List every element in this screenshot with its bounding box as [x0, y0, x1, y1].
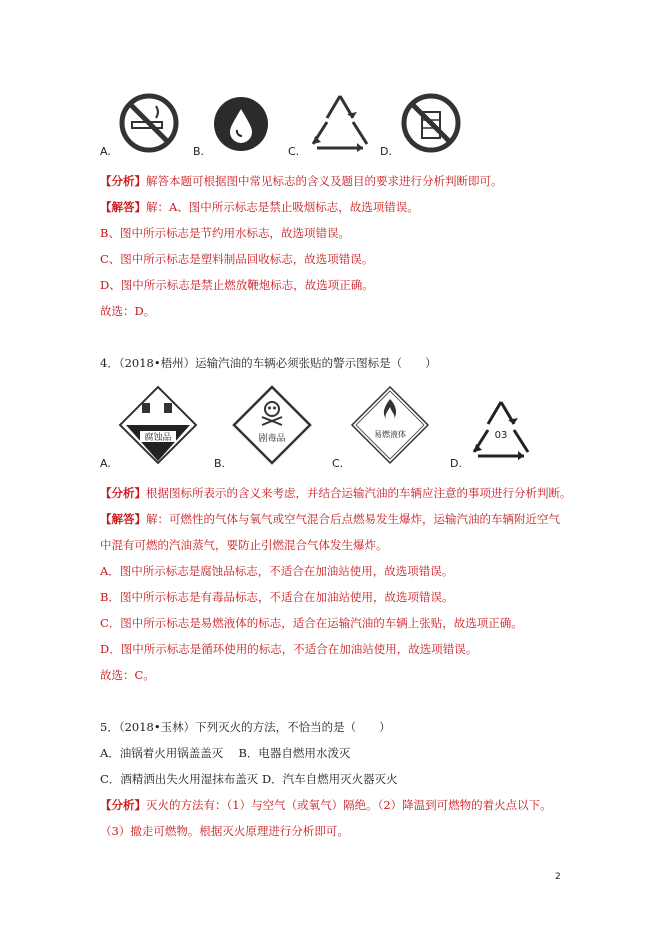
corrosive-sign-icon [118, 385, 198, 465]
q4-answer: 【解答】解：可燃性的气体与氧气或空气混合后点燃易发生爆炸，运输汽油的车辆附近空气 [100, 512, 560, 526]
page-number: 2 [555, 872, 561, 882]
q4-answer-c: C．图中所示标志是易燃液体的标志，适合在运输汽油的车辆上张贴，故选项正确。 [100, 616, 523, 630]
q3-answer-c: C、图中所示标志是塑料制品回收标志，故选项错误。 [100, 252, 374, 266]
recycle-icon [307, 92, 373, 152]
q4-option-c-label: C. [332, 457, 344, 470]
q3-option-a-label: A. [100, 145, 111, 158]
q3-option-c-label: C. [288, 145, 300, 158]
toxic-sign-icon [232, 385, 312, 465]
q4-option-b-label: B. [214, 457, 226, 470]
q3-choice: 故选：D。 [100, 304, 156, 318]
q4-option-d-label: D. [450, 457, 462, 470]
q4-answer-d: D．图中所示标志是循环使用的标志，不适合在加油站使用，故选项错误。 [100, 642, 478, 656]
q3-answer-b: B、图中所示标志是节约用水标志，故选项错误。 [100, 226, 350, 240]
q4-answer-b: B．图中所示标志是有毒品标志，不适合在加油站使用，故选项错误。 [100, 590, 454, 604]
flammable-sign-text: 易燃液体 [374, 430, 406, 439]
no-firecrackers-icon [400, 92, 462, 154]
q4-option-a-label: A. [100, 457, 111, 470]
water-saving-icon [212, 95, 270, 153]
recycling-03-icon [468, 398, 534, 460]
q3-answer-d: D、图中所示标志是禁止燃放鞭炮标志，故选项正确。 [100, 278, 374, 292]
q4-choice: 故选：C。 [100, 668, 155, 682]
q4-stem: 4．（2018•梧州）运输汽油的车辆必须张贴的警示图标是（ ） [100, 356, 437, 370]
q5-analysis-cont: （3）撤走可燃物。根据灭火原理进行分析即可。 [100, 824, 349, 838]
recycling-code-text: 03 [494, 430, 508, 441]
q3-option-b-label: B. [193, 145, 205, 158]
q4-analysis: 【分析】根据图标所表示的含义来考虑，并结合运输汽油的车辆应注意的事项进行分析判断。 [100, 486, 572, 500]
q3-option-d-label: D. [380, 145, 392, 158]
q3-analysis: 【分析】解答本题可根据图中常见标志的含义及题目的要求进行分析判断即可。 [100, 174, 503, 188]
q5-options-row-2: C．酒精洒出失火用湿抹布盖灭 D．汽车自燃用灭火器灭火 [100, 772, 398, 786]
no-smoking-icon [118, 92, 180, 154]
q4-answer-a: A．图中所示标志是腐蚀品标志，不适合在加油站使用，故选项错误。 [100, 564, 454, 578]
q3-answer: 【解答】解：A、图中所示标志是禁止吸烟标志，故选项错误。 [100, 200, 419, 214]
toxic-sign-text: 剧毒品 [258, 434, 286, 444]
q4-answer-cont: 中混有可燃的汽油蒸气，要防止引燃混合气体发生爆炸。 [100, 538, 388, 552]
corrosive-sign-text: 腐蚀品 [144, 433, 172, 443]
q5-analysis: 【分析】灭火的方法有：（1）与空气（或氧气）隔绝。（2）降温到可燃物的着火点以下。 [100, 798, 552, 812]
flammable-liquid-sign-icon [350, 385, 430, 465]
q5-options-row-1: A．油锅着火用锅盖盖灭 B．电器自燃用水泼灭 [100, 746, 351, 760]
q5-stem: 5．（2018•玉林）下列灭火的方法，不恰当的是（ ） [100, 720, 391, 734]
